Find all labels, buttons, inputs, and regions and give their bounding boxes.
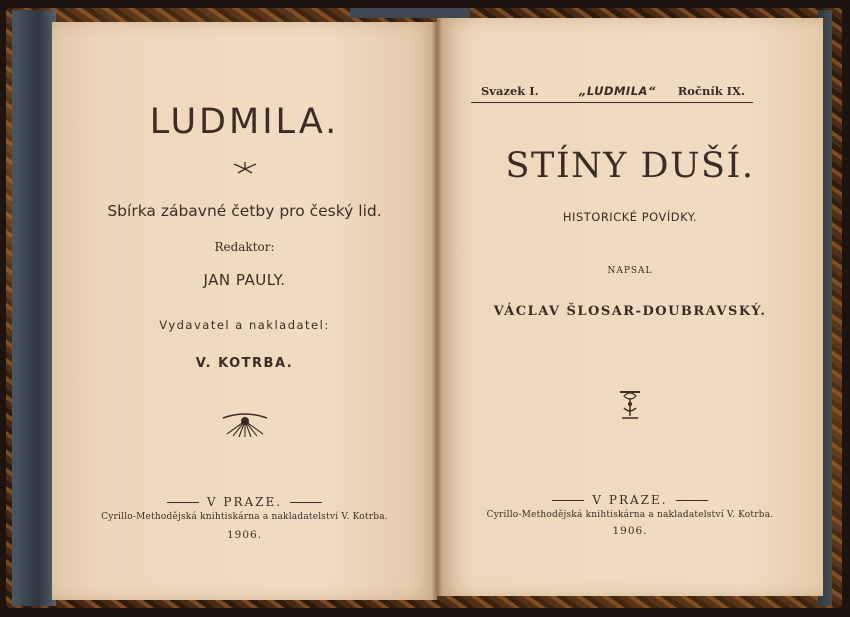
place-text: V PRAZE. (206, 495, 283, 509)
header-year-volume: Ročník IX. (677, 84, 745, 98)
left-page (52, 22, 437, 600)
rule-left (167, 502, 199, 503)
running-header (471, 82, 753, 103)
book-title: STÍNY DUŠÍ. (505, 146, 755, 186)
editor-label: Redaktor: (214, 240, 275, 254)
imprint-place (52, 495, 437, 509)
header-series: „LUDMILA“ (579, 84, 656, 98)
place-text: V PRAZE. (592, 493, 668, 507)
publisher-label: Vydavatel a nakladatel: (159, 318, 330, 332)
imprint-place (437, 493, 823, 507)
series-subtitle: Sbírka zábavné četby pro český lid. (107, 202, 382, 220)
monogram-ornament-icon (437, 388, 823, 426)
cloth-top-edge (350, 8, 470, 18)
rule-right (676, 500, 708, 501)
genre-line: HISTORICKÉ POVÍDKY. (562, 210, 698, 224)
right-page (437, 18, 823, 596)
book-gutter (432, 18, 442, 600)
sun-ornament-icon (52, 410, 437, 442)
imprint-year: 1906. (226, 529, 263, 541)
imprint-printer: Cyrillo-Methodějská knihtiskárna a nakladatelství V. Kotrba. (486, 510, 774, 520)
imprint-year: 1906. (612, 525, 648, 537)
rule-left (552, 500, 584, 501)
publisher-name: V. KOTRBA. (195, 356, 294, 371)
cloth-spine-left (12, 10, 56, 606)
editor-name: JAN PAULY. (203, 271, 286, 289)
author-name: VÁCLAV ŠLOSAR-DOUBRAVSKÝ. (493, 304, 767, 319)
series-title: LUDMILA. (149, 102, 340, 142)
imprint-printer: Cyrillo-Methodějská knihtiskárna a nakladatelství V. Kotrba. (101, 512, 388, 522)
small-ornament-icon (52, 160, 437, 180)
rule-right (290, 502, 322, 503)
wrote-label: NAPSAL (607, 266, 653, 276)
header-volume: Svazek I. (481, 84, 539, 98)
